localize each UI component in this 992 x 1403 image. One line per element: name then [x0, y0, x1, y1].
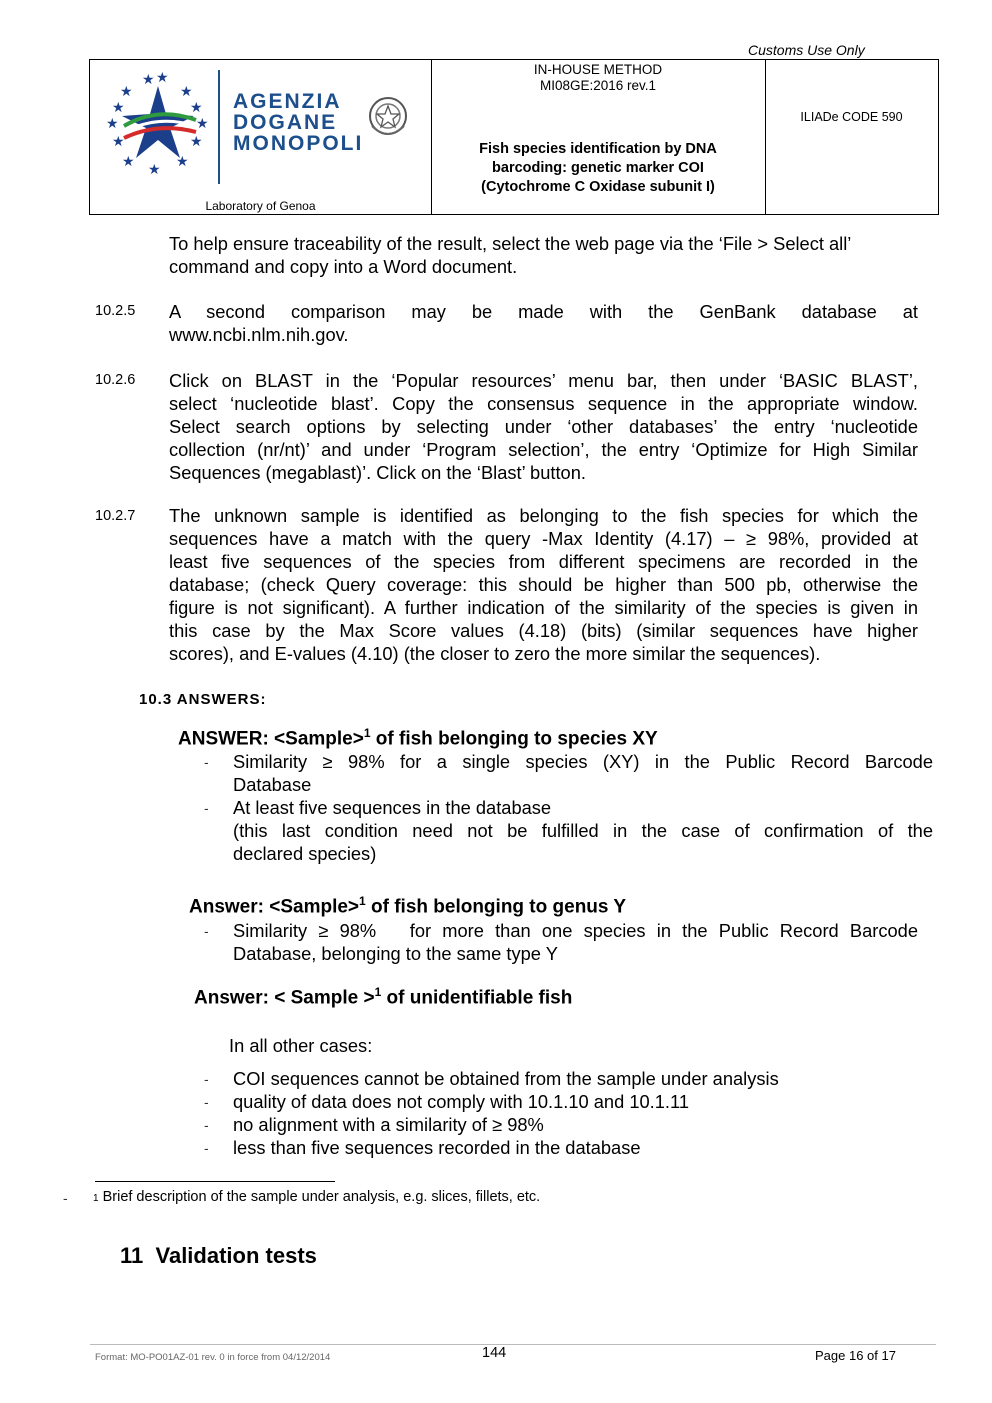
svg-text:★: ★ [148, 162, 161, 178]
answer3-bullet2: quality of data does not comply with 10.1.10 and 10.1.11 [233, 1091, 689, 1112]
section-10-3-heading: 10.3 ANSWERS: [139, 691, 267, 708]
answer-species-heading: ANSWER: <Sample>$^1$ of fish belonging to species XY [178, 726, 658, 750]
para-1027: The unknown sample is identified as belonging to the fish species for which the sequences have a match with the query -Max Identity (4.17) – ≥ 98%, provided at least five sequences of the species from different specimens are recorded in the database; (check Query coverage: this should be higher than 500 pb, otherwise the figure is not significant). A further indication of the similarity of the species is given in this case by the Max Score values (4.18) (bits) (similar sequences have higher scores), and E-values (4.10) (the closer to zero the more similar the sequences). [169, 505, 918, 664]
method-title: Fish species identification by DNA barcoding: genetic marker COI (Cytochrome C Oxidase subunit I) [479, 141, 717, 195]
answer1-bullet2: At least five sequences in the database (this last condition need not be fulfilled in the case of confirmation of the declared species) [233, 797, 933, 864]
svg-text:★: ★ [122, 154, 135, 170]
footer-center-number: 144 [482, 1345, 507, 1361]
footnote-separator [95, 1181, 335, 1182]
svg-text:★: ★ [120, 84, 133, 100]
laboratory-label: Laboratory of Genoa [205, 199, 316, 213]
bullet-dash: - [204, 923, 209, 939]
logo-divider [218, 70, 220, 184]
svg-text:★: ★ [190, 134, 203, 150]
iliade-code: ILIADe CODE 590 [800, 110, 903, 124]
agency-logo-text: AGENZIA DOGANE MONOPOLI [233, 90, 364, 155]
bullet-dash: - [204, 1140, 209, 1156]
para-1026: Click on BLAST in the ‘Popular resources’ menu bar, then under ‘BASIC BLAST’, select ‘nucleotide blast’. Copy the consensus sequence in the appropriate window. Select search options by selecting under ‘other databases’ the entry ‘nucleotide collection (nr/nt)’ and under ‘Program selection’, the entry ‘Optimize for High Similar Sequences (megablast)’. Click on the ‘Blast’ button. [169, 370, 918, 483]
header-code-cell [765, 60, 938, 214]
svg-text:★: ★ [106, 116, 119, 132]
para-number-1027: 10.2.7 [95, 508, 136, 524]
answer3-bullet4: less than five sequences recorded in the database [233, 1137, 641, 1158]
footer-rule [90, 1344, 936, 1345]
eu-stars-logo-icon [98, 66, 218, 178]
svg-text:★: ★ [180, 84, 193, 100]
para-number-1026: 10.2.6 [95, 372, 136, 388]
bullet-dash: - [63, 1190, 68, 1206]
bullet-dash: - [204, 1071, 209, 1087]
svg-text:★: ★ [142, 72, 155, 88]
svg-text:★: ★ [176, 154, 189, 170]
answer3-bullet3: no alignment with a similarity of ≥ 98% [233, 1114, 544, 1135]
header-method-cell [431, 60, 766, 214]
svg-text:★: ★ [156, 70, 169, 86]
svg-text:★: ★ [190, 100, 203, 116]
footer-format: Format: MO-PO01AZ-01 rev. 0 in force from 04/12/2014 [95, 1352, 331, 1363]
intro-paragraph: To help ensure traceability of the result, select the web page via the ‘File > Select all’ command and copy into a Word document. [169, 233, 852, 277]
bullet-dash: - [204, 1117, 209, 1133]
para-1025: A second comparison may be made with the GenBank database at www.ncbi.nlm.nih.gov. [169, 301, 918, 345]
answer3-bullet1: COI sequences cannot be obtained from the sample under analysis [233, 1068, 779, 1089]
other-cases-label: In all other cases: [229, 1035, 373, 1056]
footer-page-number: Page 16 of 17 [815, 1348, 896, 1363]
answer-unidentifiable-heading: Answer: < Sample >$^1$ of unidentifiable fish [194, 985, 573, 1009]
para-number-1025: 10.2.5 [95, 303, 136, 319]
footnote: 1 Brief description of the sample under analysis, e.g. slices, fillets, etc. [93, 1189, 541, 1205]
method-id: IN-HOUSE METHOD MI08GE:2016 rev.1 [533, 62, 663, 93]
header-logo-cell [90, 60, 432, 214]
answer-genus-heading: Answer: <Sample>$^1$ of fish belonging to genus Y [189, 894, 627, 918]
customs-use-label: Customs Use Only [748, 42, 865, 58]
svg-text:★: ★ [196, 116, 209, 132]
section-11-heading: 11 Validation tests [120, 1243, 317, 1268]
bullet-dash: - [204, 754, 209, 770]
bullet-dash: - [204, 800, 209, 816]
bullet-dash: - [204, 1094, 209, 1110]
svg-text:★: ★ [112, 100, 125, 116]
svg-text:★: ★ [112, 134, 125, 150]
republic-emblem-icon [366, 90, 410, 142]
document-header [89, 59, 939, 215]
answer1-bullet1: Similarity ≥ 98% for a single species (XY) in the Public Record Barcode Database [233, 751, 933, 795]
answer2-bullet1: Similarity ≥ 98% for more than one species in the Public Record Barcode Database, belonging to the same type Y [233, 920, 918, 964]
